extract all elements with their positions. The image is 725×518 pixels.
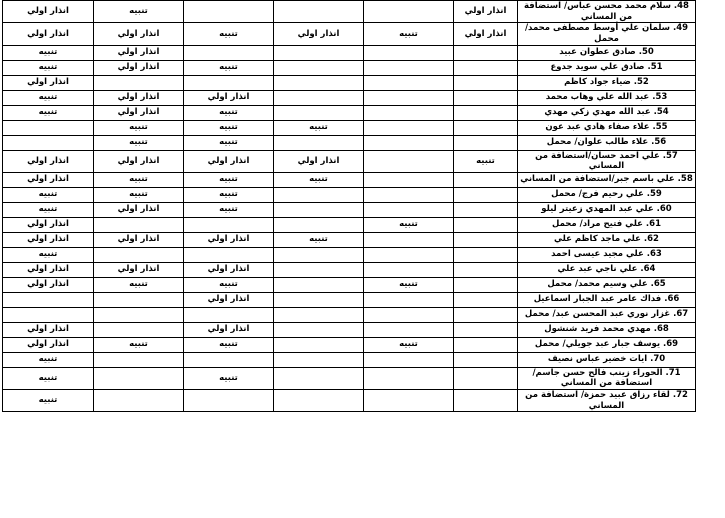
row-mark-cell: [274, 90, 364, 105]
row-mark-cell: تنبيه: [94, 277, 184, 292]
row-mark-cell: [364, 322, 454, 337]
table-row: [3, 120, 696, 135]
row-mark-cell: [364, 90, 454, 105]
table-body: [3, 1, 696, 412]
row-mark-cell: تنبيه: [184, 120, 274, 135]
row-mark-cell: [184, 1, 274, 23]
row-mark-cell: تنبيه: [184, 105, 274, 120]
table-row: [3, 322, 696, 337]
row-mark-cell: [364, 352, 454, 367]
row-mark-cell: انذار اولي: [3, 262, 94, 277]
row-mark-cell: انذار اولي: [184, 232, 274, 247]
table-row: [3, 307, 696, 322]
row-mark-cell: [274, 390, 364, 412]
row-mark-cell: [454, 75, 518, 90]
row-name-cell: 50. صادق عطوان عبيد: [518, 45, 696, 60]
row-name-cell: 60. علي عبد المهدي زعيتر ليلو: [518, 202, 696, 217]
row-mark-cell: تنبيه: [3, 60, 94, 75]
row-name-cell: 63. علي مجيد عيسى احمد: [518, 247, 696, 262]
table-row: [3, 75, 696, 90]
row-name-cell: 58. علي باسم جبر/استضافة من المساني: [518, 172, 696, 187]
row-mark-cell: [364, 187, 454, 202]
row-mark-cell: [364, 135, 454, 150]
row-mark-cell: تنبيه: [364, 217, 454, 232]
row-mark-cell: تنبيه: [94, 337, 184, 352]
row-mark-cell: [454, 352, 518, 367]
row-mark-cell: تنبيه: [3, 45, 94, 60]
row-mark-cell: [184, 390, 274, 412]
row-name-cell: 65. علي وسيم محمد/ محمل: [518, 277, 696, 292]
table-row: [3, 352, 696, 367]
row-mark-cell: [274, 202, 364, 217]
row-name-cell: 66. فداك عامر عبد الجبار اسماعيل: [518, 292, 696, 307]
table-row: [3, 202, 696, 217]
row-mark-cell: [274, 352, 364, 367]
table-row: [3, 337, 696, 352]
row-name-cell: 53. عبد الله علي وهاب محمد: [518, 90, 696, 105]
row-mark-cell: [274, 60, 364, 75]
row-name-cell: 64. علي ناجي عبد علي: [518, 262, 696, 277]
row-mark-cell: [454, 247, 518, 262]
row-mark-cell: [454, 322, 518, 337]
row-mark-cell: تنبيه: [94, 120, 184, 135]
row-mark-cell: انذار اولي: [94, 105, 184, 120]
row-mark-cell: [454, 217, 518, 232]
row-mark-cell: انذار اولي: [94, 45, 184, 60]
row-name-cell: 51. صادق علي سويد جدوع: [518, 60, 696, 75]
table-row: [3, 45, 696, 60]
row-mark-cell: تنبيه: [274, 120, 364, 135]
table-row: [3, 135, 696, 150]
table-row: [3, 187, 696, 202]
row-mark-cell: تنبيه: [94, 135, 184, 150]
row-mark-cell: [184, 75, 274, 90]
row-mark-cell: [274, 367, 364, 389]
table-row: [3, 105, 696, 120]
row-mark-cell: [274, 277, 364, 292]
row-mark-cell: تنبيه: [274, 232, 364, 247]
row-mark-cell: انذار اولي: [94, 202, 184, 217]
row-mark-cell: انذار اولي: [274, 23, 364, 45]
row-mark-cell: [94, 75, 184, 90]
table-row: [3, 23, 696, 45]
row-mark-cell: انذار اولي: [94, 262, 184, 277]
row-mark-cell: [454, 90, 518, 105]
row-mark-cell: انذار اولي: [3, 337, 94, 352]
row-name-cell: 72. لقاء رزاق عبيد حمزة/ استضافة من المساني: [518, 390, 696, 412]
table-row: [3, 232, 696, 247]
row-mark-cell: [454, 232, 518, 247]
row-mark-cell: [364, 367, 454, 389]
row-mark-cell: تنبيه: [184, 277, 274, 292]
row-name-cell: 71. الحوراء زينب فالح حسن جاسم/استضافة من المساني: [518, 367, 696, 389]
row-mark-cell: انذار اولي: [94, 90, 184, 105]
row-mark-cell: [274, 292, 364, 307]
row-mark-cell: تنبيه: [3, 187, 94, 202]
row-mark-cell: [274, 337, 364, 352]
row-mark-cell: [454, 367, 518, 389]
row-name-cell: 69. يوسف جبار عبد جويلي/ محمل: [518, 337, 696, 352]
row-mark-cell: انذار اولي: [3, 277, 94, 292]
row-name-cell: 59. علي رحيم فرج/ محمل: [518, 187, 696, 202]
row-mark-cell: تنبيه: [364, 337, 454, 352]
row-name-cell: 55. علاء صفاء هادي عبد عون: [518, 120, 696, 135]
table-row: [3, 277, 696, 292]
row-mark-cell: انذار اولي: [3, 23, 94, 45]
row-mark-cell: تنبيه: [3, 367, 94, 389]
row-mark-cell: [3, 292, 94, 307]
row-mark-cell: [274, 247, 364, 262]
row-mark-cell: [274, 75, 364, 90]
row-mark-cell: [364, 150, 454, 172]
table-row: [3, 367, 696, 389]
row-mark-cell: [364, 262, 454, 277]
row-mark-cell: انذار اولي: [3, 150, 94, 172]
row-mark-cell: [274, 105, 364, 120]
row-mark-cell: [454, 105, 518, 120]
row-mark-cell: تنبيه: [3, 90, 94, 105]
row-mark-cell: تنبيه: [184, 60, 274, 75]
row-mark-cell: انذار اولي: [184, 322, 274, 337]
row-mark-cell: تنبيه: [184, 337, 274, 352]
row-mark-cell: انذار اولي: [3, 322, 94, 337]
row-name-cell: 49. سلمان علي أوسط مصطفى محمد/ محمل: [518, 23, 696, 45]
row-mark-cell: [454, 292, 518, 307]
row-mark-cell: تنبيه: [364, 277, 454, 292]
row-mark-cell: [184, 307, 274, 322]
table-row: [3, 262, 696, 277]
row-name-cell: 52. ضياء جواد كاظم: [518, 75, 696, 90]
row-mark-cell: [274, 135, 364, 150]
row-mark-cell: [274, 307, 364, 322]
row-mark-cell: انذار اولي: [94, 150, 184, 172]
table-row: [3, 292, 696, 307]
row-mark-cell: [454, 172, 518, 187]
row-mark-cell: [94, 307, 184, 322]
row-name-cell: 61. علي فتيح مراد/ محمل: [518, 217, 696, 232]
row-mark-cell: انذار اولي: [3, 1, 94, 23]
row-mark-cell: [454, 307, 518, 322]
row-mark-cell: [184, 217, 274, 232]
row-mark-cell: انذار اولي: [94, 60, 184, 75]
row-mark-cell: تنبيه: [3, 202, 94, 217]
row-mark-cell: انذار اولي: [454, 1, 518, 23]
row-mark-cell: [364, 390, 454, 412]
row-mark-cell: [3, 307, 94, 322]
row-mark-cell: [274, 217, 364, 232]
row-mark-cell: تنبيه: [3, 390, 94, 412]
row-name-cell: 62. علي ماجد كاظم علي: [518, 232, 696, 247]
row-mark-cell: [364, 307, 454, 322]
row-mark-cell: تنبيه: [94, 1, 184, 23]
row-mark-cell: [454, 135, 518, 150]
row-mark-cell: [184, 45, 274, 60]
row-mark-cell: تنبيه: [184, 202, 274, 217]
row-mark-cell: [454, 45, 518, 60]
row-mark-cell: [274, 45, 364, 60]
row-mark-cell: تنبيه: [364, 23, 454, 45]
row-mark-cell: تنبيه: [3, 352, 94, 367]
row-mark-cell: [454, 120, 518, 135]
table-row: [3, 60, 696, 75]
row-mark-cell: [454, 277, 518, 292]
row-mark-cell: [3, 135, 94, 150]
row-mark-cell: تنبيه: [184, 23, 274, 45]
row-mark-cell: انذار اولي: [94, 232, 184, 247]
row-mark-cell: انذار اولي: [94, 23, 184, 45]
row-mark-cell: [364, 1, 454, 23]
row-mark-cell: [364, 105, 454, 120]
row-mark-cell: تنبيه: [3, 105, 94, 120]
row-mark-cell: [454, 390, 518, 412]
row-mark-cell: انذار اولي: [3, 217, 94, 232]
row-mark-cell: تنبيه: [184, 172, 274, 187]
row-mark-cell: تنبيه: [184, 367, 274, 389]
row-mark-cell: [94, 247, 184, 262]
row-name-cell: 48. سلام محمد محسن عباس/ استضافة من المساني: [518, 1, 696, 23]
row-mark-cell: انذار اولي: [454, 23, 518, 45]
table-row: [3, 390, 696, 412]
row-mark-cell: [364, 120, 454, 135]
table-row: [3, 1, 696, 23]
row-mark-cell: [94, 217, 184, 232]
row-name-cell: 54. عبد الله مهدي زكي مهدي: [518, 105, 696, 120]
row-name-cell: 68. مهدي محمد فريد شنشول: [518, 322, 696, 337]
row-mark-cell: انذار اولي: [184, 262, 274, 277]
row-mark-cell: تنبيه: [184, 187, 274, 202]
row-mark-cell: تنبيه: [94, 187, 184, 202]
row-mark-cell: انذار اولي: [3, 172, 94, 187]
row-mark-cell: [364, 292, 454, 307]
row-mark-cell: انذار اولي: [184, 292, 274, 307]
row-mark-cell: [364, 60, 454, 75]
row-mark-cell: [94, 367, 184, 389]
row-mark-cell: تنبيه: [3, 247, 94, 262]
table-row: [3, 150, 696, 172]
row-mark-cell: انذار اولي: [274, 150, 364, 172]
row-mark-cell: [94, 322, 184, 337]
row-name-cell: 70. ايات خضير عباس نصيف: [518, 352, 696, 367]
row-mark-cell: [94, 352, 184, 367]
row-name-cell: 57. علي احمد حسان/استضافة من المساني: [518, 150, 696, 172]
row-mark-cell: [3, 120, 94, 135]
names-table: [2, 0, 696, 412]
row-mark-cell: انذار اولي: [184, 90, 274, 105]
row-mark-cell: [364, 45, 454, 60]
row-mark-cell: [94, 390, 184, 412]
row-name-cell: 56. علاء طالب علوان/ محمل: [518, 135, 696, 150]
row-mark-cell: [454, 337, 518, 352]
row-mark-cell: [364, 247, 454, 262]
row-mark-cell: [274, 187, 364, 202]
row-mark-cell: [454, 202, 518, 217]
row-mark-cell: انذار اولي: [184, 150, 274, 172]
table-row: [3, 90, 696, 105]
row-name-cell: 67. غزار نوري عبد المحسن عبد/ محمل: [518, 307, 696, 322]
row-mark-cell: انذار اولي: [3, 232, 94, 247]
row-mark-cell: [364, 172, 454, 187]
row-mark-cell: تنبيه: [184, 135, 274, 150]
row-mark-cell: [364, 202, 454, 217]
row-mark-cell: [454, 60, 518, 75]
row-mark-cell: [364, 232, 454, 247]
row-mark-cell: [274, 1, 364, 23]
row-mark-cell: [184, 247, 274, 262]
row-mark-cell: [274, 322, 364, 337]
table-row: [3, 172, 696, 187]
row-mark-cell: تنبيه: [454, 150, 518, 172]
row-mark-cell: [454, 187, 518, 202]
row-mark-cell: انذار اولي: [3, 75, 94, 90]
row-mark-cell: [364, 75, 454, 90]
row-mark-cell: [184, 352, 274, 367]
row-mark-cell: [94, 292, 184, 307]
table-row: [3, 247, 696, 262]
row-mark-cell: [454, 262, 518, 277]
row-mark-cell: تنبيه: [274, 172, 364, 187]
table-row: [3, 217, 696, 232]
row-mark-cell: [274, 262, 364, 277]
row-mark-cell: تنبيه: [94, 172, 184, 187]
